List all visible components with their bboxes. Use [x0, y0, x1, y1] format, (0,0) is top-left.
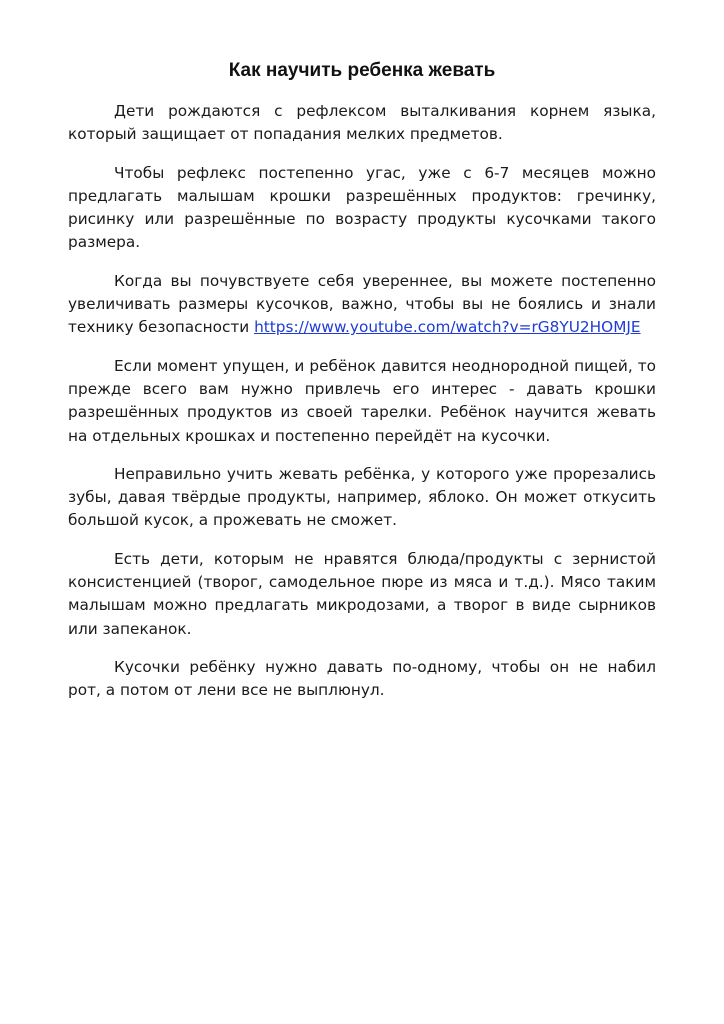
paragraph-1: Дети рождаются с рефлексом выталкивания корнем языка, который защищает от попадания мелких предметов. — [68, 102, 656, 144]
paragraph-4: Если момент упущен, и ребёнок давится неоднородной пищей, то прежде всего вам нужно привлечь его интерес - давать крошки разрешённых продуктов из своей тарелки. Ребёнок научится жевать на отдельных крошках и постепенно перейдёт на кусочки. — [68, 356, 656, 445]
paragraph-5: Неправильно учить жевать ребёнка, у которого уже прорезались зубы, давая твёрдые продукты, например, яблоко. Он может откусить большой кусок, а прожевать не сможет. — [68, 464, 656, 530]
paragraph-3-text: Когда вы почувствуете себя увереннее, вы можете постепенно увеличивать размеры кусочков, важно, чтобы вы не боялись и знали технику безопасности — [68, 271, 656, 337]
paragraph-3 — [68, 270, 656, 340]
document-title: Как научить ребенка жевать — [228, 60, 496, 81]
youtube-link[interactable]: https://www.youtube.com/watch?v=rG8YU2HOMJE — [254, 318, 641, 337]
paragraph-6: Есть дети, которым не нравятся блюда/продукты с зернистой консистенцией (творог, самодельное пюре из мяса и т.д.). Мясо таким малышам можно предлагать микродозами, а творог в виде сырников или запеканок. — [68, 549, 656, 638]
document-page — [68, 58, 656, 718]
paragraph-2: Чтобы рефлекс постепенно угас, уже с 6-7 месяцев можно предлагать малышам крошки разрешённых продуктов: гречинку, рисинку или разрешённые по возрасту продукты кусочками такого размера. — [68, 163, 656, 252]
paragraph-7: Кусочки ребёнку нужно давать по-одному, чтобы он не набил рот, а потом от лени все не выплюнул. — [68, 657, 656, 700]
